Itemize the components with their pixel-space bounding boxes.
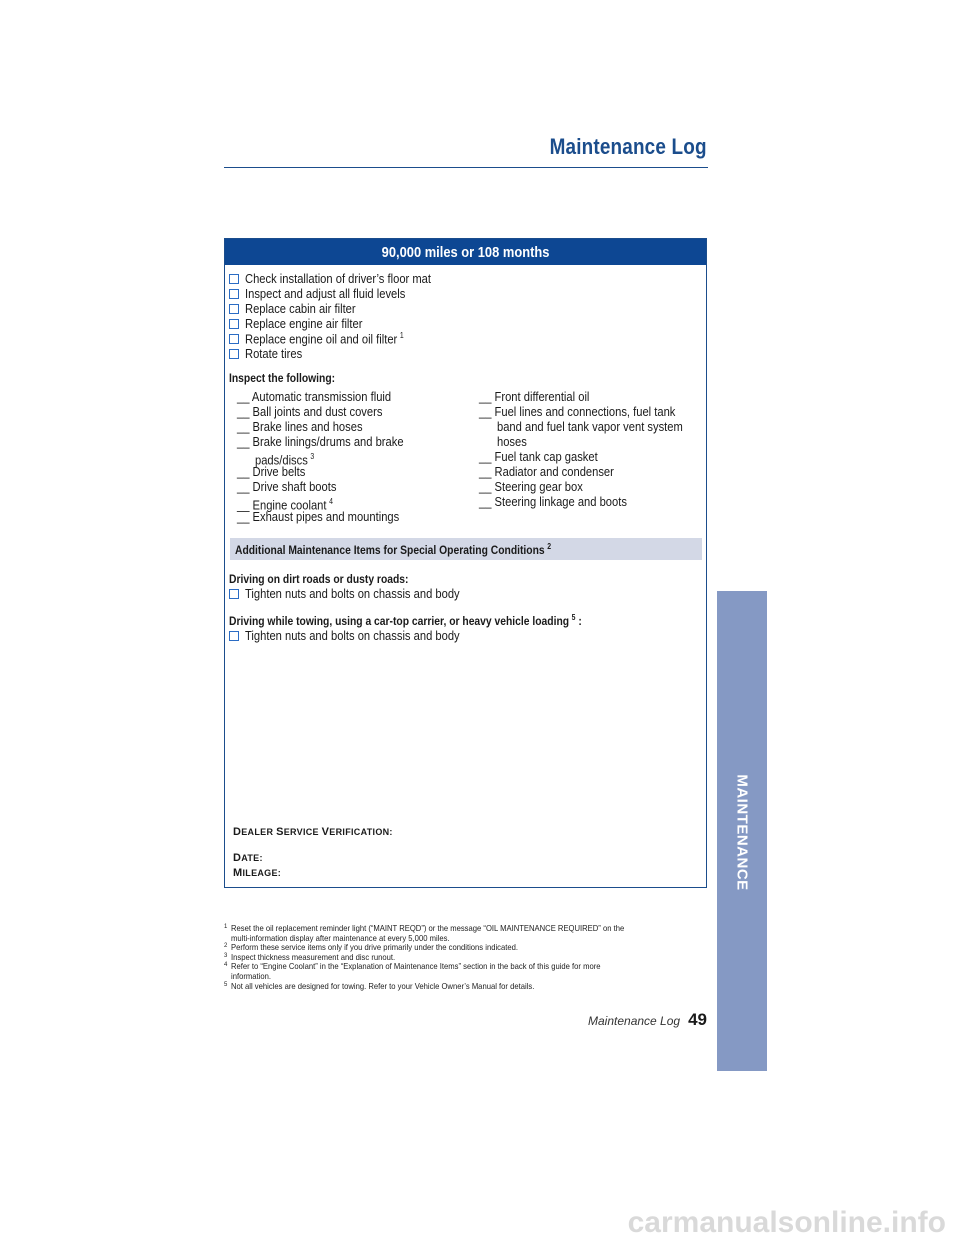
inspect-item: __ Fuel tank cap gasket	[479, 449, 598, 464]
condition-heading: Driving while towing, using a car-top carrier, or heavy vehicle loading $^5$ :	[229, 613, 582, 628]
footnote: 3 Inspect thickness measurement and disc runout.	[224, 951, 396, 962]
inspect-item: __ Radiator and condenser	[479, 464, 614, 479]
inspect-item: __ Exhaust pipes and mountings	[237, 509, 400, 524]
date-field-label: DATE:	[233, 852, 263, 864]
inspect-item: pads/discs $^3$	[255, 452, 315, 468]
checklist-item[interactable]: Replace engine oil and oil filter $^1$	[229, 331, 461, 346]
footnote-ref: 5	[571, 613, 576, 622]
inspect-heading: Inspect the following:	[229, 371, 336, 385]
inspect-item: __ Automatic transmission fluid	[237, 389, 392, 404]
footnotes	[224, 924, 708, 991]
inspect-item: __ Drive belts	[237, 464, 306, 479]
checklist-item[interactable]: Inspect and adjust all fluid levels	[229, 286, 461, 301]
condition-item[interactable]: Tighten nuts and bolts on chassis and body	[229, 628, 495, 643]
footnote: 4 Refer to “Engine Coolant” in the “Explanation of Maintenance Items” section in the back of this guide for more information.	[224, 961, 601, 981]
title-rule	[224, 167, 708, 168]
checkbox-icon[interactable]	[229, 334, 239, 344]
watermark: carmanualsonline.info	[627, 1206, 946, 1239]
inspect-item: hoses	[497, 434, 527, 449]
footnote-ref: 1	[399, 330, 404, 340]
checkbox-icon[interactable]	[229, 349, 239, 359]
inspect-item: band and fuel tank vapor vent system	[497, 419, 683, 434]
checklist-item[interactable]: Replace cabin air filter	[229, 301, 461, 316]
condition-item[interactable]: Tighten nuts and bolts on chassis and body	[229, 586, 495, 601]
inspect-item: __ Engine coolant $^4$	[237, 497, 333, 513]
inspect-item: __ Drive shaft boots	[237, 479, 337, 494]
inspect-item: __ Front differential oil	[479, 389, 590, 404]
footer-label: Maintenance Log	[588, 1014, 681, 1028]
checkbox-icon[interactable]	[229, 289, 239, 299]
inspect-item: __ Brake lines and hoses	[237, 419, 363, 434]
checkbox-icon[interactable]	[229, 319, 239, 329]
additional-maintenance-bar: Additional Maintenance Items for Special Operating Conditions $^2$	[230, 538, 702, 560]
page-title: Maintenance Log	[549, 134, 707, 159]
checkbox-icon[interactable]	[229, 304, 239, 314]
footnote-ref: 3	[310, 452, 315, 461]
condition-heading: Driving on dirt roads or dusty roads:	[229, 572, 409, 586]
checkbox-icon[interactable]	[229, 274, 239, 284]
page-footer	[588, 1010, 707, 1030]
mileage-field-label: MILEAGE:	[233, 867, 282, 879]
inspect-item: __ Ball joints and dust covers	[237, 404, 383, 419]
checklist-item[interactable]: Check installation of driver’s floor mat	[229, 271, 461, 286]
inspect-list-left	[237, 389, 467, 524]
footnote-ref: 2	[547, 541, 552, 551]
inspect-list-right	[479, 389, 704, 509]
checklist	[229, 271, 461, 361]
schedule-header	[225, 239, 706, 265]
footnote: 2 Perform these service items only if you drive primarily under the conditions indicated.	[224, 942, 519, 953]
inspect-item: __ Fuel lines and connections, fuel tank	[479, 404, 676, 419]
inspect-item: __ Brake linings/drums and brake	[237, 434, 404, 449]
side-tab-label-wrap	[717, 757, 767, 907]
side-tab	[717, 591, 767, 1071]
maintenance-box	[224, 238, 707, 888]
footnote: 5 Not all vehicles are designed for towing. Refer to your Vehicle Owner’s Manual for details.	[224, 980, 535, 991]
dealer-service-verification: DEALER SERVICE VERIFICATION:	[233, 826, 393, 838]
page-number: 49	[688, 1010, 707, 1029]
side-tab-label: MAINTENANCE	[733, 773, 751, 891]
checklist-item[interactable]: Replace engine air filter	[229, 316, 461, 331]
footnote: 1 Reset the oil replacement reminder light (“MAINT REQD”) or the message “OIL MAINTENANCE REQUIRED” on the multi-information display after maintenance at every 5,000 miles.	[224, 923, 625, 943]
schedule-header-text: 90,000 miles or 108 months	[381, 243, 550, 261]
checklist-item[interactable]: Rotate tires	[229, 346, 461, 361]
checkbox-icon[interactable]	[229, 631, 239, 641]
checkbox-icon[interactable]	[229, 589, 239, 599]
footnote-ref: 4	[329, 497, 333, 506]
inspect-item: __ Steering gear box	[479, 479, 583, 494]
inspect-item: __ Steering linkage and boots	[479, 494, 627, 509]
